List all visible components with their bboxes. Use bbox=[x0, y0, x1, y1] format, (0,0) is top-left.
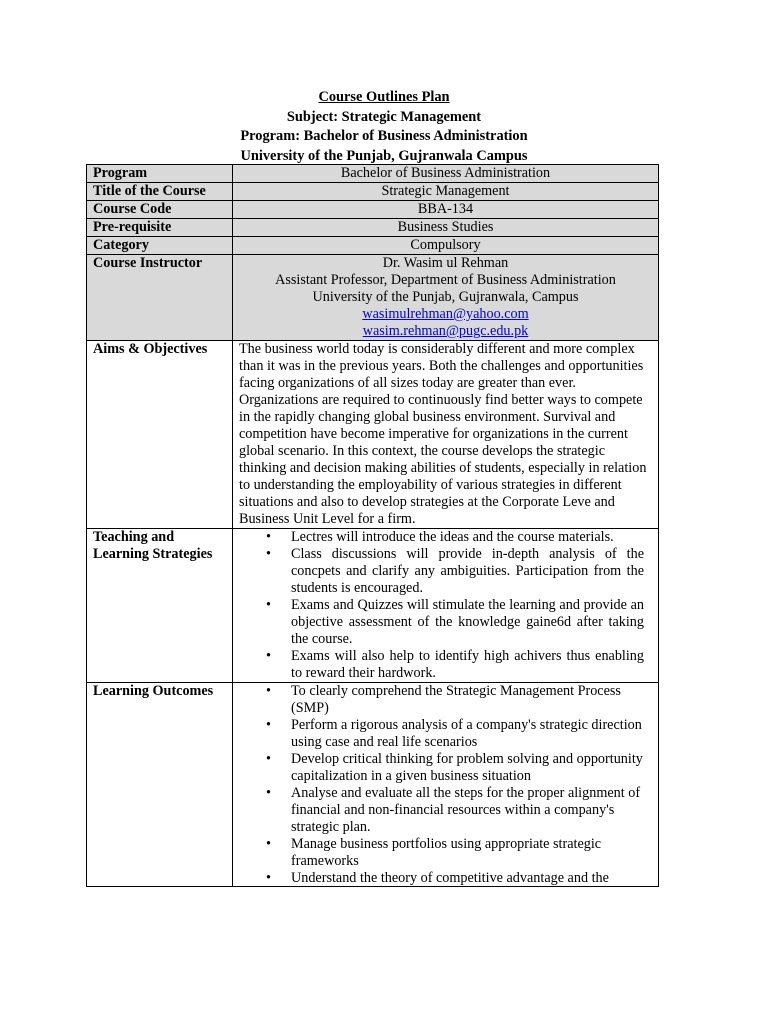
course-code-value: BBA-134 bbox=[233, 201, 659, 219]
teaching-label: Teaching and Learning Strategies bbox=[87, 529, 233, 683]
instructor-details bbox=[233, 255, 659, 341]
category-label: Category bbox=[87, 237, 233, 255]
document-title: Course Outlines Plan bbox=[318, 89, 450, 105]
row-teaching-strategies bbox=[87, 529, 659, 683]
row-course-title bbox=[87, 183, 659, 201]
subject-line: Subject: Strategic Management bbox=[286, 108, 482, 125]
program-line: Program: Bachelor of Business Administration bbox=[240, 128, 528, 145]
row-aims-objectives bbox=[87, 341, 659, 529]
list-item: • To clearly comprehend the Strategic Management Process (SMP) bbox=[266, 683, 621, 716]
document-heading bbox=[0, 88, 768, 166]
row-program bbox=[87, 165, 659, 183]
list-item: • Class discussions will provide in-depth analysis of the concpets and clarify any ambiguities. Participation from the students is encouraged. bbox=[266, 546, 644, 596]
list-item: • Analyse and evaluate all the steps for the proper alignment of financial and non-financial resources within a company's strategic plan. bbox=[266, 785, 641, 835]
bullet-icon: • bbox=[266, 529, 271, 545]
bullet-icon: • bbox=[266, 751, 271, 767]
teaching-content bbox=[233, 529, 659, 683]
list-item: • Exams will also help to identify high achivers thus enabling to reward their hardwork. bbox=[266, 648, 644, 681]
bullet-icon: • bbox=[266, 836, 271, 852]
instructor-position: Assistant Professor, Department of Business Administration bbox=[275, 272, 616, 288]
aims-text: The business world today is considerably different and more complex than it was in the previous years. Both the challenges and opportunities facing organizations of all sizes today are greater than ever. Organizations are required to continuously find better ways to compete in the rapidly changing global business environment. Survival and competition have become imperative for organizations in the current global scenario. In this context, the course develops the strategic thinking and decision making abilities of students, especially in relation to understanding the employability of various strategies in different situations and also to develop strategies at the Corporate Leve and Business Unit Level for a firm. bbox=[233, 341, 659, 529]
instructor-name: Dr. Wasim ul Rehman bbox=[382, 255, 509, 271]
course-code-label: Course Code bbox=[87, 201, 233, 219]
course-title-label: Title of the Course bbox=[87, 183, 233, 201]
program-value: Bachelor of Business Administration bbox=[233, 165, 659, 183]
bullet-icon: • bbox=[266, 683, 271, 699]
course-outline-table bbox=[86, 164, 659, 887]
bullet-icon: • bbox=[266, 648, 271, 664]
outcomes-label: Learning Outcomes bbox=[87, 683, 233, 887]
row-category bbox=[87, 237, 659, 255]
list-item: • Exams and Quizzes will stimulate the learning and provide an objective assessment of the knowledge gaine6d after taking the course. bbox=[266, 597, 644, 647]
list-item: • Perform a rigorous analysis of a company's strategic direction using case and real life scenarios bbox=[266, 717, 642, 750]
category-value: Compulsory bbox=[233, 237, 659, 255]
prerequisite-value: Business Studies bbox=[233, 219, 659, 237]
teaching-list bbox=[239, 529, 652, 682]
outcomes-list bbox=[239, 683, 652, 886]
list-item: • Lectres will introduce the ideas and the course materials. bbox=[266, 529, 614, 545]
course-title-value: Strategic Management bbox=[233, 183, 659, 201]
instructor-email-link[interactable]: wasimulrehman@yahoo.com bbox=[362, 306, 529, 322]
list-item: • Understand the theory of competitive advantage and the bbox=[266, 870, 609, 886]
university-line: University of the Punjab, Gujranwala Campus bbox=[240, 147, 528, 164]
instructor-email-link[interactable]: wasim.rehman@pugc.edu.pk bbox=[362, 323, 529, 339]
row-prerequisite bbox=[87, 219, 659, 237]
bullet-icon: • bbox=[266, 717, 271, 733]
list-item: • Manage business portfolios using appropriate strategic frameworks bbox=[266, 836, 602, 869]
instructor-label: Course Instructor bbox=[87, 255, 233, 341]
program-label: Program bbox=[87, 165, 233, 183]
row-learning-outcomes bbox=[87, 683, 659, 887]
instructor-affiliation: University of the Punjab, Gujranwala, Campus bbox=[312, 289, 579, 305]
row-instructor bbox=[87, 255, 659, 341]
prerequisite-label: Pre-requisite bbox=[87, 219, 233, 237]
aims-label: Aims & Objectives bbox=[87, 341, 233, 529]
bullet-icon: • bbox=[266, 785, 271, 801]
row-course-code bbox=[87, 201, 659, 219]
outcomes-content bbox=[233, 683, 659, 887]
bullet-icon: • bbox=[266, 870, 271, 886]
bullet-icon: • bbox=[266, 546, 271, 562]
list-item: • Develop critical thinking for problem solving and opportunity capitalization in a given business situation bbox=[266, 751, 643, 784]
bullet-icon: • bbox=[266, 597, 271, 613]
